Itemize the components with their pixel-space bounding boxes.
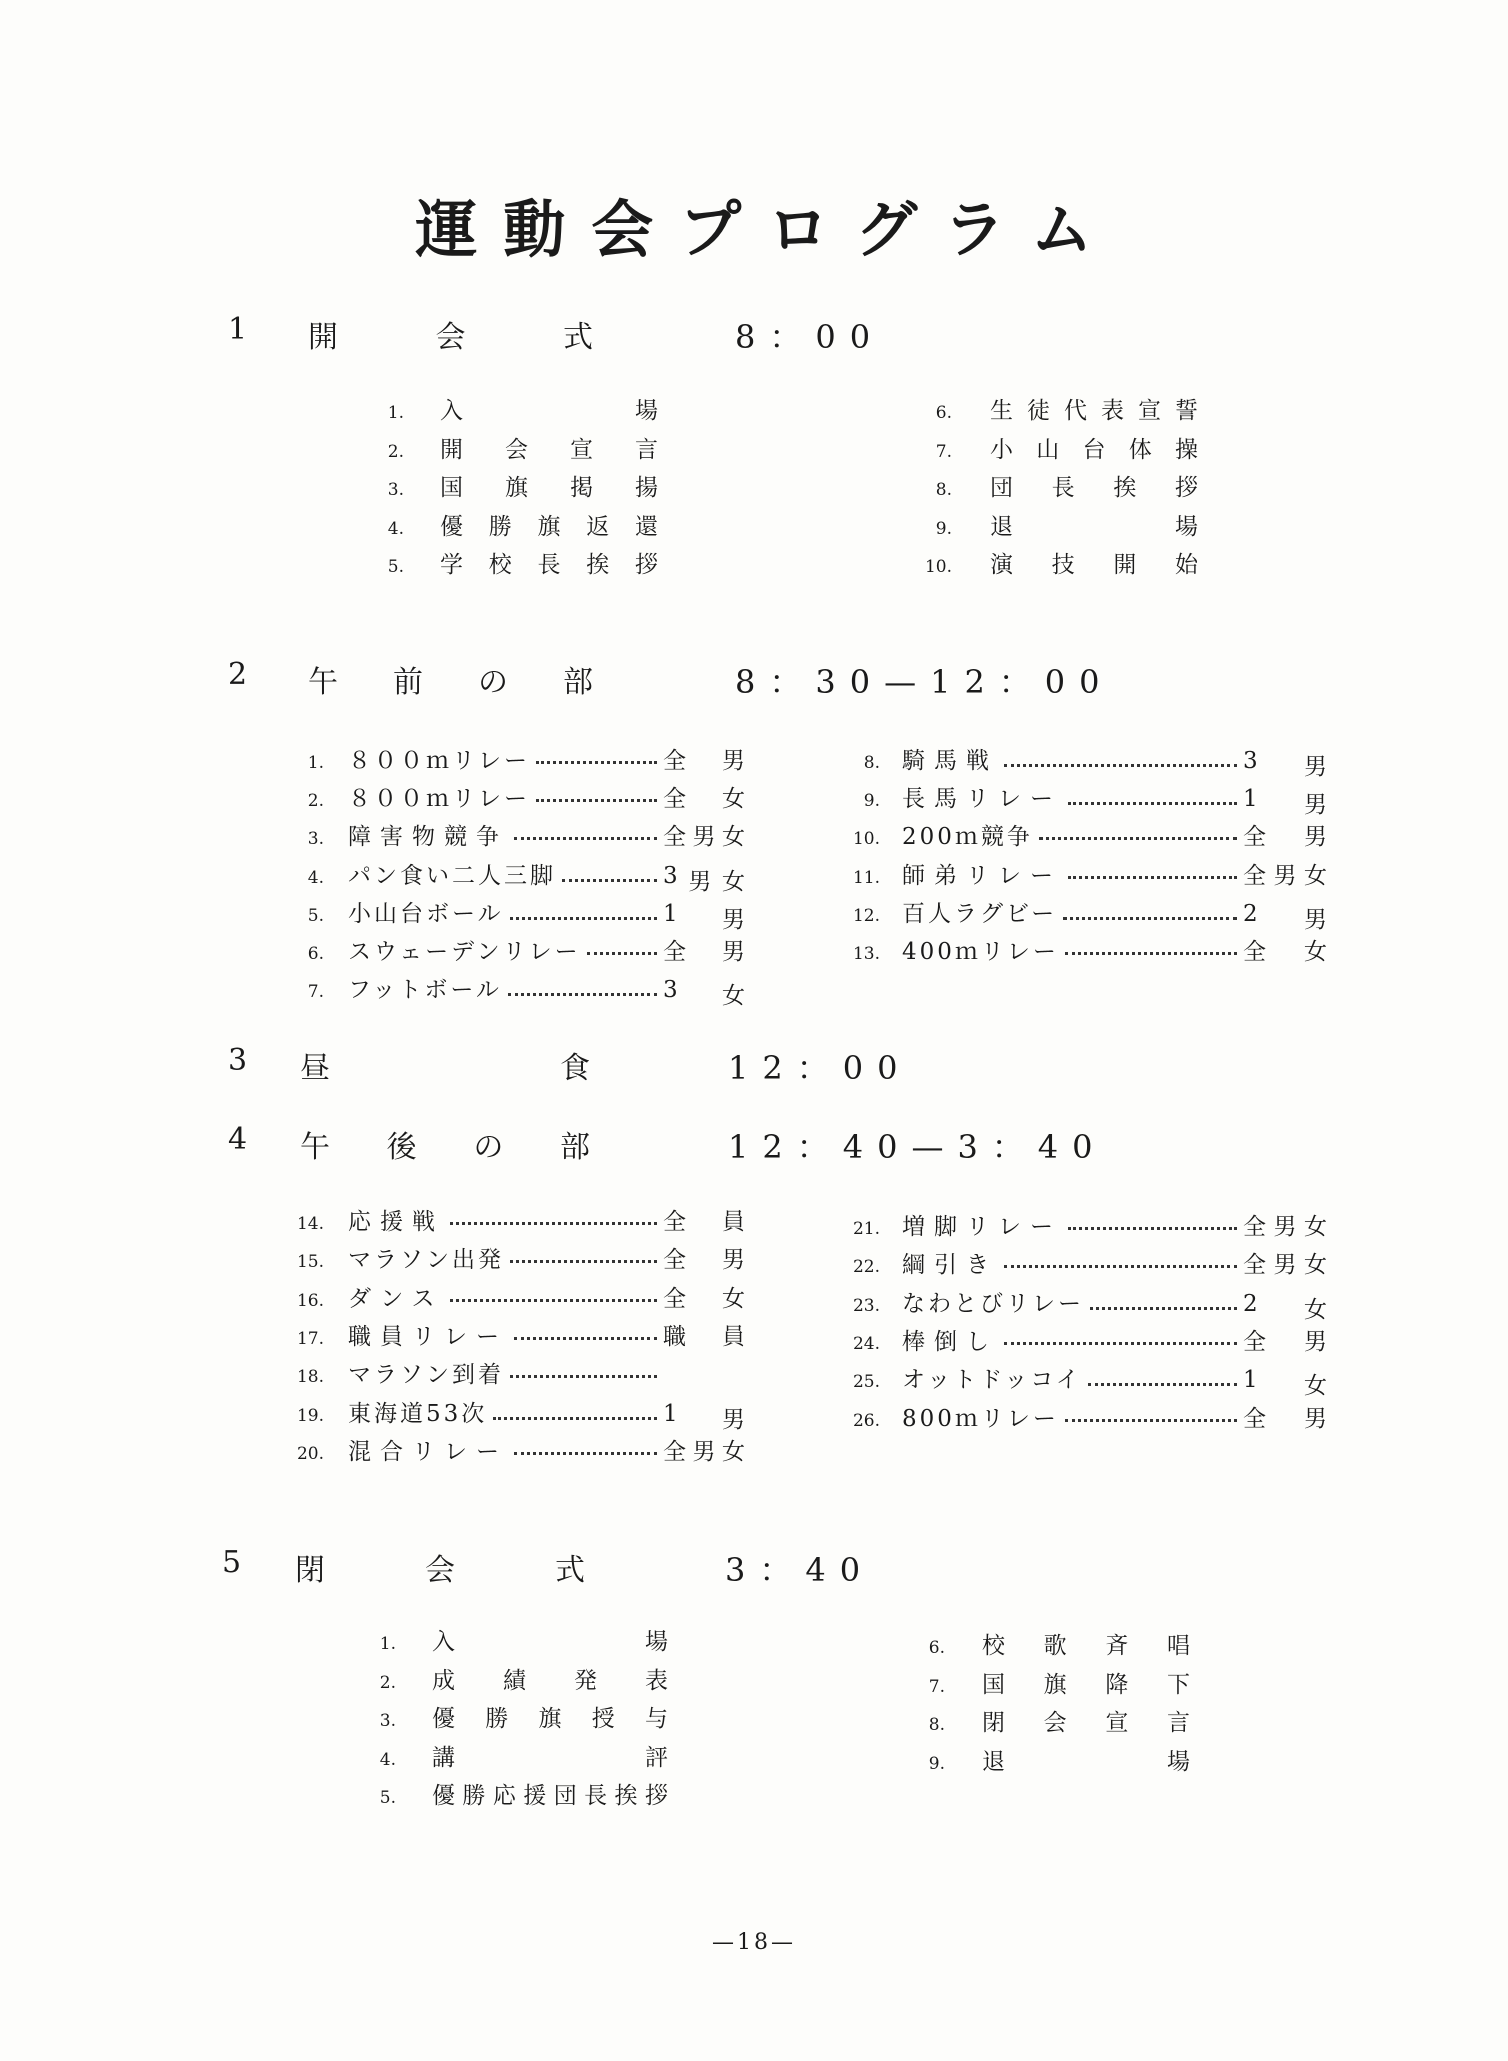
- item-number: 8.: [928, 1715, 945, 1735]
- item-number: 9.: [935, 518, 952, 539]
- item-name: 開 会 宣 言: [440, 436, 658, 463]
- closing-list-item: [915, 1704, 1190, 1737]
- morning-list-item: [290, 933, 745, 966]
- item-name: 職員リレー: [348, 1323, 508, 1350]
- item-participants: 職 員: [663, 1323, 745, 1350]
- item-participants: 全 男 女: [1243, 1252, 1327, 1279]
- opening-list-item: [370, 546, 658, 579]
- item-name: スウェーデンリレー: [348, 939, 581, 965]
- item-number: 3.: [387, 480, 404, 500]
- leader-dots: [1039, 837, 1237, 840]
- leader-dots: [510, 1375, 657, 1378]
- item-number: 23.: [852, 1295, 880, 1316]
- opening-list-item: [908, 392, 1198, 425]
- item-number: 4.: [379, 1749, 396, 1770]
- item-participants: 1 男: [663, 1400, 745, 1433]
- item-participants: 全 男: [1243, 1405, 1327, 1432]
- section-time: 12：00: [728, 1049, 912, 1087]
- item-participants: 全 男: [663, 748, 745, 774]
- item-number: 6.: [935, 403, 952, 423]
- opening-list-item: [370, 431, 658, 464]
- item-number: 14.: [296, 1214, 324, 1234]
- item-name: 学 校 長 挨 拶: [440, 552, 658, 578]
- item-number: 6.: [307, 944, 324, 964]
- item-number: 11.: [852, 867, 880, 888]
- item-number: 2.: [387, 441, 404, 462]
- item-number: 24.: [852, 1333, 880, 1354]
- item-name: 200ｍ競争: [902, 824, 1033, 851]
- closing-list-item: [362, 1623, 668, 1656]
- leader-dots: [510, 917, 657, 920]
- item-participants: 全 男 女: [663, 1438, 745, 1465]
- item-name: 閉 会 宣 言: [982, 1710, 1190, 1736]
- item-name: ダンス: [348, 1285, 444, 1312]
- item-number: 2.: [307, 791, 324, 812]
- closing-list-item: [915, 1666, 1190, 1699]
- item-name: 混合リレー: [348, 1438, 508, 1465]
- page-number: —18—: [712, 1930, 796, 1955]
- item-name: 棒倒し: [902, 1328, 998, 1355]
- item-participants: 全 男: [663, 1247, 745, 1274]
- item-name: 生 徒 代 表 宣 誓: [990, 398, 1198, 424]
- item-number: 21.: [852, 1219, 880, 1239]
- leader-dots: [1004, 1342, 1237, 1345]
- item-number: 10.: [852, 829, 880, 850]
- item-participants: 3 女: [663, 977, 745, 1010]
- item-participants: 全 男 女: [1243, 862, 1327, 889]
- item-number: 9.: [928, 1753, 945, 1774]
- leader-dots: [1004, 764, 1237, 767]
- item-name: 小山台ボール: [348, 900, 504, 927]
- afternoon-list-item: [830, 1285, 1327, 1324]
- item-name: 校 歌 斉 唱: [982, 1633, 1190, 1659]
- opening-list-item: [370, 469, 658, 502]
- leader-dots: [514, 1452, 657, 1455]
- section-number: 4: [228, 1122, 248, 1157]
- item-name: 800ｍリレー: [902, 1405, 1059, 1432]
- morning-list-item: [830, 933, 1327, 966]
- section-name: 閉 会 式: [295, 1553, 585, 1588]
- leader-dots: [450, 1299, 657, 1302]
- item-name: 騎馬戦: [902, 748, 998, 774]
- leader-dots: [1068, 876, 1237, 879]
- item-name: 国 旗 降 下: [982, 1671, 1190, 1698]
- item-participants: 全 女: [663, 1285, 745, 1312]
- item-name: 応援戦: [348, 1209, 444, 1235]
- afternoon-list-item: [282, 1395, 745, 1434]
- item-participants: 全 女: [663, 786, 745, 813]
- leader-dots: [562, 879, 657, 882]
- section-name: 開 会 式: [308, 320, 593, 355]
- item-name: 国 旗 掲 揚: [440, 475, 658, 501]
- leader-dots: [450, 1222, 657, 1225]
- section-name: 昼 食: [300, 1051, 590, 1086]
- item-participants: 全 男 女: [663, 824, 745, 851]
- item-name: ８００ｍリレー: [348, 748, 530, 774]
- leader-dots: [510, 1260, 657, 1263]
- item-number: 5.: [307, 905, 324, 926]
- item-participants: 1 男: [663, 900, 745, 933]
- leader-dots: [1088, 1383, 1237, 1386]
- opening-list-item: [908, 546, 1198, 579]
- leader-dots: [536, 799, 657, 802]
- item-name: 小 山 台 体 操: [990, 436, 1198, 463]
- item-name: オットドッコイ: [902, 1367, 1082, 1394]
- item-participants: 1 女: [1243, 1367, 1327, 1400]
- item-name: 団 長 挨 拶: [990, 475, 1198, 501]
- afternoon-list-item: [830, 1208, 1327, 1241]
- section-number: 2: [228, 657, 248, 692]
- item-number: 4.: [387, 518, 404, 539]
- item-name: 綱引き: [902, 1252, 998, 1279]
- item-name: フットボール: [348, 977, 502, 1004]
- closing-list-item: [915, 1627, 1190, 1660]
- morning-list-item: [290, 780, 745, 813]
- section-time: 8：00: [735, 318, 885, 356]
- closing-list-item: [915, 1743, 1190, 1776]
- item-participants: 全 男: [663, 939, 745, 965]
- opening-list-item: [908, 508, 1198, 541]
- item-name: 優 勝 旗 返 還: [440, 513, 658, 540]
- item-name: 退 場: [982, 1748, 1190, 1775]
- item-name: マラソン到着: [348, 1362, 504, 1389]
- leader-dots: [1068, 802, 1237, 805]
- afternoon-list-item: [282, 1280, 745, 1313]
- leader-dots: [1065, 1419, 1237, 1422]
- opening-list-item: [370, 508, 658, 541]
- afternoon-list-item: [282, 1433, 745, 1466]
- item-name: 講 評: [432, 1744, 668, 1771]
- item-participants: 全 男: [1243, 1328, 1327, 1355]
- section-time: 8：30—12：00: [735, 663, 1114, 701]
- morning-list-item: [830, 895, 1327, 934]
- closing-list-item: [362, 1700, 668, 1733]
- item-name: 百人ラグビー: [902, 900, 1058, 927]
- item-number: 8.: [863, 753, 880, 773]
- leader-dots: [1065, 952, 1237, 955]
- item-name: なわとびリレー: [902, 1290, 1084, 1317]
- item-number: 7.: [307, 982, 324, 1003]
- afternoon-list-item: [282, 1356, 745, 1389]
- item-number: 10.: [924, 557, 952, 577]
- item-name: 成 績 発 表: [432, 1667, 668, 1694]
- leader-dots: [1068, 1227, 1237, 1230]
- leader-dots: [1004, 1265, 1237, 1268]
- item-name: 入 場: [432, 1629, 668, 1655]
- item-number: 4.: [307, 867, 324, 888]
- item-name: 障害物競争: [348, 824, 508, 851]
- closing-list-item: [362, 1662, 668, 1695]
- morning-list-item: [290, 818, 745, 851]
- item-number: 15.: [296, 1252, 324, 1273]
- item-number: 1.: [387, 403, 404, 423]
- item-number: 7.: [935, 441, 952, 462]
- leader-dots: [508, 993, 657, 996]
- item-participants: 2 男: [1243, 900, 1327, 933]
- item-name: 退 場: [990, 513, 1198, 540]
- item-name: 入 場: [440, 398, 658, 424]
- item-name: 師弟リレー: [902, 862, 1062, 889]
- item-participants: 3 男: [1243, 748, 1327, 780]
- morning-list-item: [830, 857, 1327, 890]
- section-number: 5: [222, 1545, 242, 1580]
- leader-dots: [493, 1417, 657, 1420]
- morning-list-item: [290, 857, 745, 896]
- item-number: 20.: [296, 1443, 324, 1464]
- section-number: 1: [228, 312, 248, 347]
- item-name: 優 勝 応 援 団 長 挨 拶: [432, 1783, 668, 1809]
- item-number: 26.: [852, 1410, 880, 1431]
- afternoon-list-item: [282, 1241, 745, 1274]
- item-name: 増脚リレー: [902, 1214, 1062, 1240]
- item-number: 18.: [296, 1367, 324, 1388]
- item-number: 8.: [935, 480, 952, 500]
- item-name: パン食い二人三脚: [348, 862, 556, 889]
- item-participants: 全 員: [663, 1209, 745, 1235]
- item-name: マラソン出発: [348, 1247, 504, 1274]
- item-number: 7.: [928, 1676, 945, 1697]
- item-number: 25.: [852, 1372, 880, 1393]
- item-number: 9.: [863, 791, 880, 812]
- section-name: 午 前 の 部: [308, 665, 593, 700]
- item-number: 5.: [379, 1788, 396, 1808]
- afternoon-list-item: [830, 1323, 1327, 1356]
- item-number: 2.: [379, 1672, 396, 1693]
- item-number: 3.: [307, 829, 324, 850]
- item-name: 優 勝 旗 授 与: [432, 1706, 668, 1732]
- afternoon-list-item: [830, 1400, 1327, 1433]
- item-number: 5.: [387, 557, 404, 577]
- morning-list-item: [830, 780, 1327, 819]
- morning-list-item: [290, 971, 745, 1010]
- item-number: 1.: [379, 1634, 396, 1654]
- item-participants: 1 男: [1243, 786, 1327, 819]
- item-name: 400ｍリレー: [902, 939, 1059, 965]
- item-participants: 3 男 女: [663, 862, 745, 895]
- item-name: 東海道53次: [348, 1400, 488, 1427]
- leader-dots: [1090, 1307, 1237, 1310]
- item-number: 13.: [852, 944, 880, 964]
- closing-list-item: [362, 1777, 668, 1810]
- morning-list-item: [290, 895, 745, 934]
- morning-list-item: [290, 742, 745, 775]
- afternoon-list-item: [282, 1318, 745, 1351]
- item-number: 12.: [852, 905, 880, 926]
- item-participants: 全 男: [1243, 824, 1327, 851]
- morning-list-item: [830, 818, 1327, 851]
- item-number: 19.: [296, 1405, 324, 1426]
- item-number: 3.: [379, 1711, 396, 1731]
- page-title: 運動会プログラム: [415, 193, 1119, 266]
- opening-list-item: [908, 469, 1198, 502]
- section-name: 午 後 の 部: [300, 1130, 590, 1165]
- afternoon-list-item: [830, 1246, 1327, 1279]
- item-number: 17.: [296, 1328, 324, 1349]
- afternoon-list-item: [282, 1203, 745, 1236]
- section-time: 3：40: [725, 1551, 875, 1589]
- item-name: 長馬リレー: [902, 786, 1062, 813]
- item-participants: 全 男 女: [1243, 1214, 1327, 1240]
- section-time: 12：40—3：40: [728, 1128, 1107, 1166]
- leader-dots: [514, 837, 657, 840]
- item-participants: 2 女: [1243, 1290, 1327, 1323]
- item-number: 1.: [307, 753, 324, 773]
- opening-list-item: [370, 392, 658, 425]
- item-name: 演 技 開 始: [990, 552, 1198, 578]
- afternoon-list-item: [830, 1361, 1327, 1400]
- section-number: 3: [228, 1043, 248, 1078]
- leader-dots: [536, 761, 657, 764]
- item-name: ８００ｍリレー: [348, 786, 530, 813]
- morning-list-item: [830, 742, 1327, 781]
- item-number: 16.: [296, 1290, 324, 1311]
- closing-list-item: [362, 1739, 668, 1772]
- leader-dots: [1063, 917, 1237, 920]
- opening-list-item: [908, 431, 1198, 464]
- item-number: 6.: [928, 1638, 945, 1658]
- item-participants: 全 女: [1243, 939, 1327, 965]
- item-number: 22.: [852, 1257, 880, 1278]
- leader-dots: [514, 1337, 657, 1340]
- leader-dots: [587, 952, 657, 955]
